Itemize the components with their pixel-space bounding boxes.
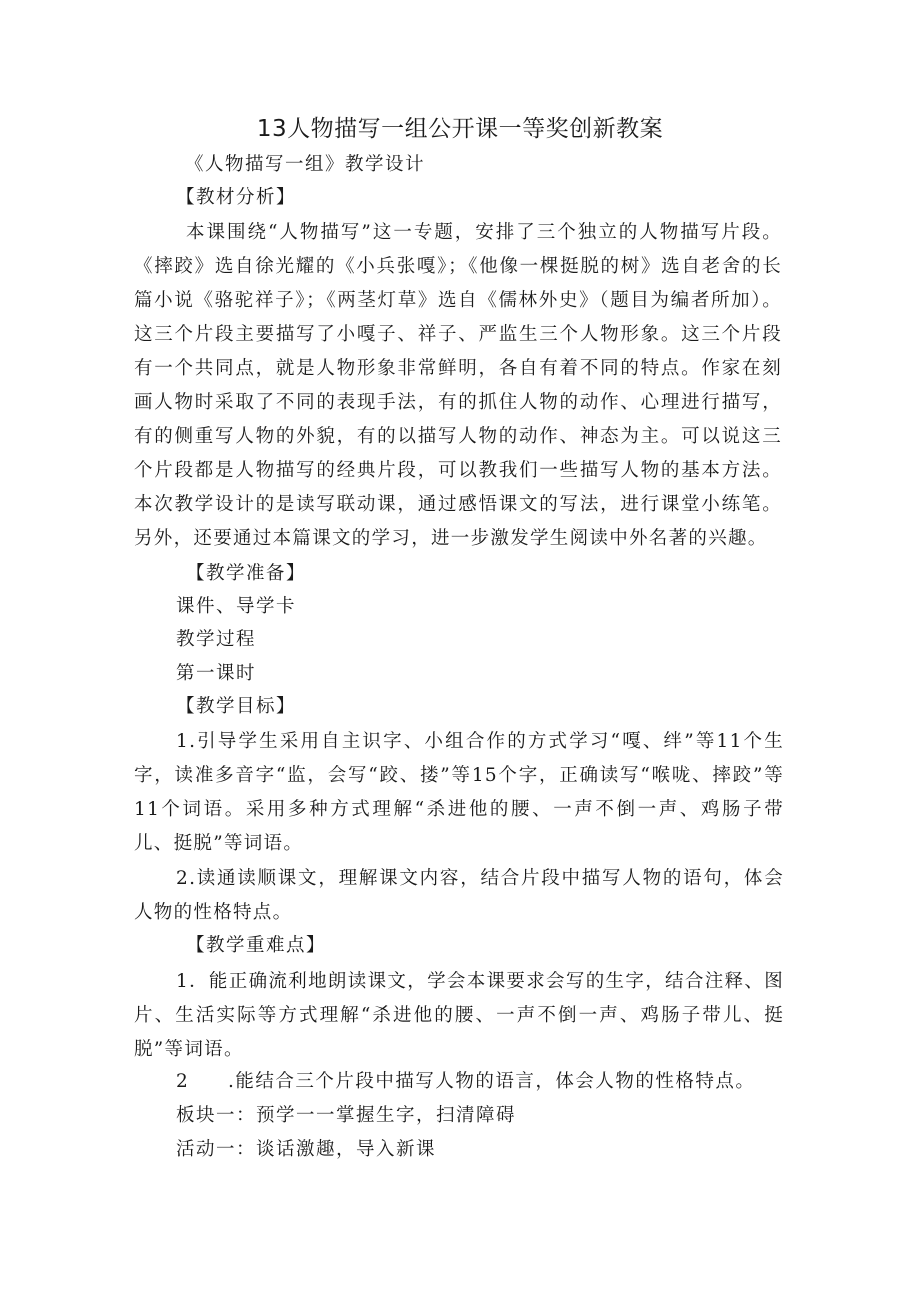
section-heading-goals: 【教学目标】 — [176, 696, 297, 717]
preparation-items: 课件、导学卡 — [176, 596, 297, 617]
section-heading-preparation: 【教学准备】 — [186, 563, 307, 584]
section-heading-material: 【教材分析】 — [176, 187, 297, 208]
key-point-1: 1．能正确流利地朗读课文，学会本课要求会写的生字，结合注释、图片、生活实际等方式理解“杀进他的腰、一声不倒一声、鸡肠子带儿、挺脱”等词语。 — [134, 971, 784, 1060]
document-title: 13人物描写一组公开课一等奖创新教案 — [256, 116, 664, 142]
process-label: 教学过程 — [176, 629, 257, 650]
activity-one-heading: 活动一：谈话激趣，导入新课 — [176, 1139, 437, 1160]
key-point-2-number: 2 — [176, 1071, 190, 1092]
lesson-label: 第一课时 — [176, 663, 257, 684]
subtitle: 《人物描写一组》教学设计 — [185, 154, 426, 175]
material-paragraph: 本课围绕“人物描写”这一专题，安排了三个独立的人物描写片段。《摔跤》选自徐光耀的《小兵张嘎》；《他像一棵挺脱的树》选自老舍的长篇小说《骆驼祥子》；《两茎灯草》选自《儒林外史》（题目为编者所加）。这三个片段主要描写了小嘎子、祥子、严监生三个人物形象。这三个片段有一个共同点，就是人物形象非常鲜明，各自有着不同的特点。作家在刻画人物时采取了不同的表现手法，有的抓住人物的动作、心理进行描写，有的侧重写人物的外貌，有的以描写人物的动作、神态为主。可以说这三个片段都是人物描写的经典片段，可以教我们一些描写人物的基本方法。本次教学设计的是读写联动课，通过感悟课文的写法，进行课堂小练笔。另外，还要通过本篇课文的学习，进一步激发学生阅读中外名著的兴趣。 — [134, 222, 782, 549]
block-one-heading: 板块一：预学一一掌握生字，扫清障碍 — [176, 1105, 517, 1126]
section-heading-key-points: 【教学重难点】 — [186, 935, 327, 956]
goal-2: 2.读通读顺课文，理解课文内容，结合片段中描写人物的语句，体会人物的性格特点。 — [134, 868, 784, 923]
goal-1: 1.引导学生采用自主识字、小组合作的方式学习“嘎、绊”等11个生字，读准多音字“监，会写“跤、搂”等15个字，正确读写“喉咙、摔跤”等11个词语。采用多种方式理解“杀进他的腰、一声不倒一声、鸡肠子带儿、挺脱”等词语。 — [134, 731, 784, 854]
key-point-2-text: .能结合三个片段中描写人物的语言，体会人物的性格特点。 — [228, 1071, 756, 1092]
